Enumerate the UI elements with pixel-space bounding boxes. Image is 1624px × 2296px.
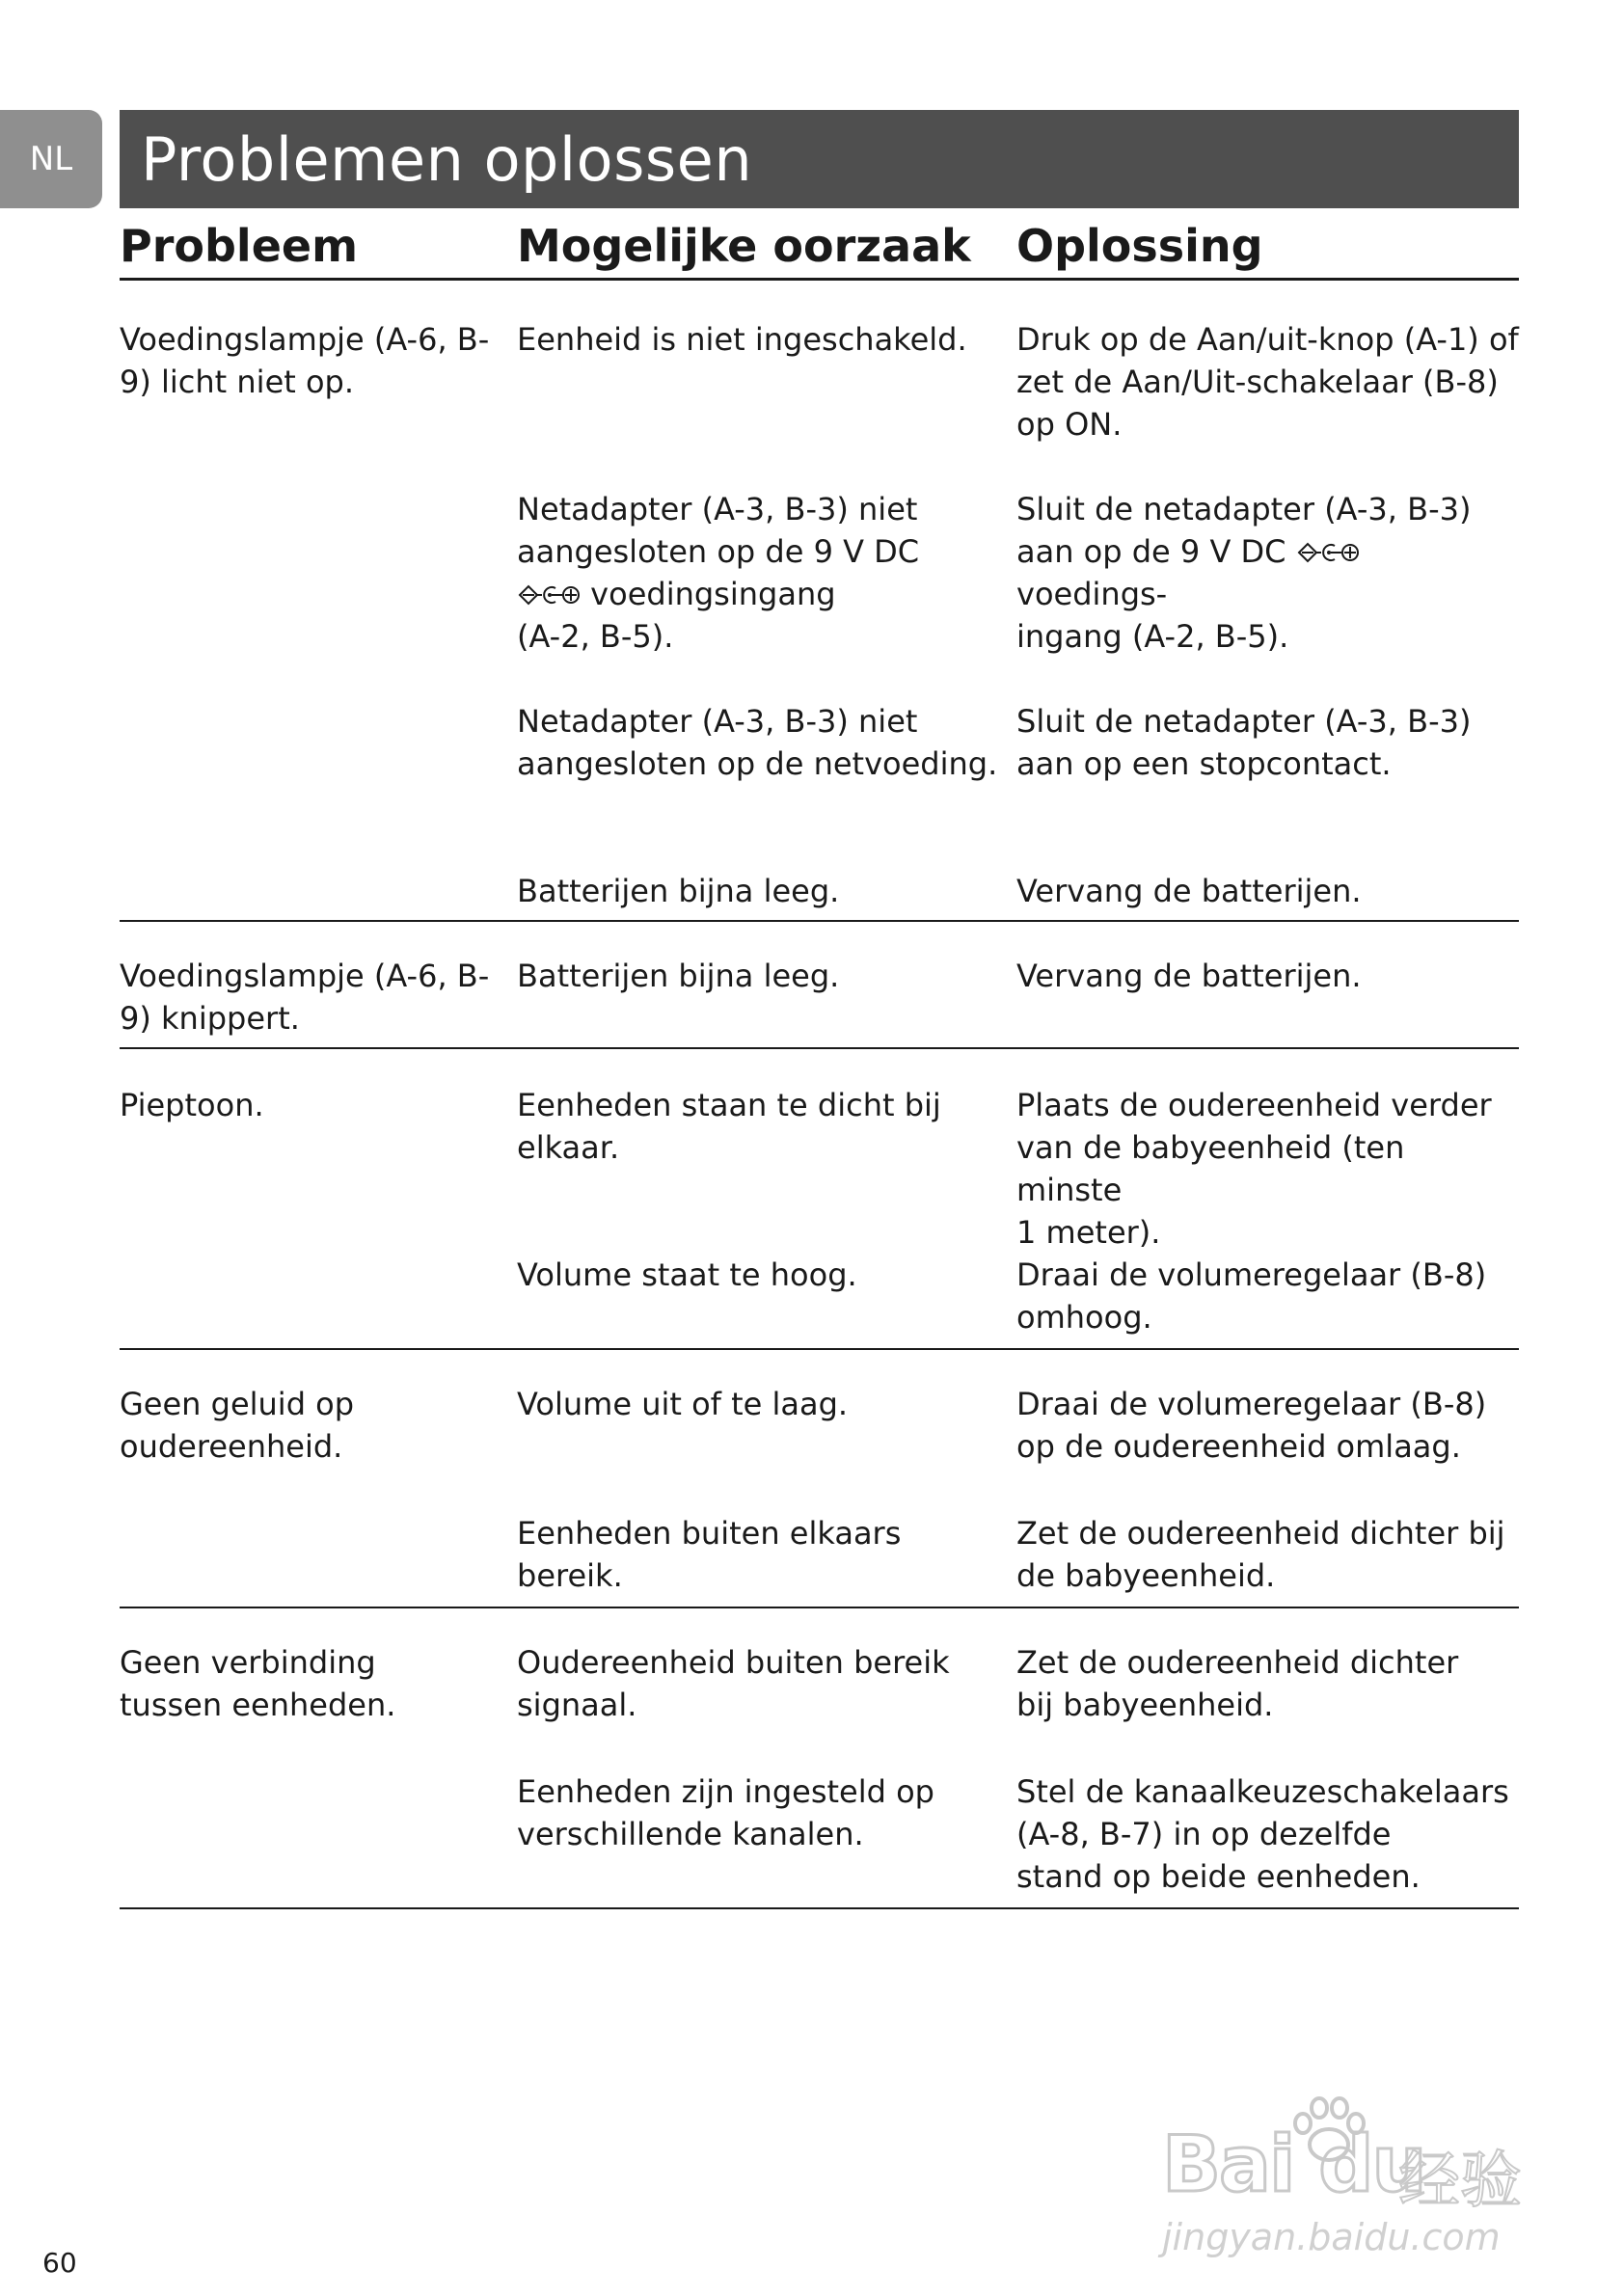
cause-cell: Volume staat te hoog.: [517, 1256, 857, 1293]
paw-icon: [1286, 2093, 1372, 2170]
solution-text: stand op beide eenheden.: [1016, 1858, 1421, 1895]
solution-cell: [1016, 1770, 1519, 1898]
cause-cell: Batterijen bijna leeg.: [517, 958, 840, 994]
cause-cell: [517, 488, 999, 658]
table-header: [120, 214, 1519, 281]
solution-cell: Sluit de netadapter (A-3, B-3) aan op een stopcontact.: [1016, 703, 1472, 782]
solution-text: voedings-: [1016, 576, 1168, 612]
cause-cell: Eenheden buiten elkaars bereik.: [517, 1515, 902, 1594]
problem-text: Geen verbinding: [120, 1644, 376, 1681]
solution-cell: [1016, 488, 1519, 658]
solution-cell: Vervang de batterijen.: [1016, 873, 1362, 909]
table-row: [120, 1641, 1519, 1734]
table-row: [120, 1254, 1519, 1350]
cause-cell: Batterijen bijna leeg.: [517, 873, 840, 909]
column-header-solution: Oplossing: [1016, 220, 1263, 272]
page-title: Problemen oplossen: [120, 110, 1519, 208]
dc-polarity-icon: [1296, 539, 1360, 566]
cause-text: (A-2, B-5).: [517, 618, 674, 655]
cause-cell: Eenheid is niet ingeschakeld.: [517, 321, 967, 358]
solution-cell: Draai de volumeregelaar (B-8) op de oudereenheid omlaag.: [1016, 1386, 1487, 1465]
table-row: [120, 1770, 1519, 1909]
problem-cell: Pieptoon.: [120, 1087, 264, 1123]
solution-cell: Draai de volumeregelaar (B-8) omhoog.: [1016, 1256, 1487, 1336]
page-number: 60: [42, 2247, 77, 2279]
cause-text: Netadapter (A-3, B-3) niet aangesloten op de 9 V DC: [517, 491, 920, 570]
problem-cell: Voedingslampje (A-6, B-9) licht niet op.: [120, 321, 490, 400]
problem-cell: Geen geluid op oudereenheid.: [120, 1386, 355, 1465]
solution-text: Plaats de oudereenheid verder van de babyeenheid (ten minste: [1016, 1087, 1492, 1208]
cause-cell: Volume uit of te laag.: [517, 1386, 849, 1422]
table-row: [120, 870, 1519, 922]
column-header-cause: Mogelijke oorzaak: [517, 220, 971, 272]
solution-text: (A-8, B-7) in op dezelfde: [1016, 1816, 1392, 1852]
column-header-problem: Probleem: [120, 220, 359, 272]
solution-text: bij babyeenheid.: [1016, 1687, 1274, 1723]
language-tab: NL: [0, 110, 102, 208]
table-row: [120, 318, 1519, 459]
solution-cell: Zet de oudereenheid dichter bij de babyeenheid.: [1016, 1515, 1505, 1594]
cause-text: voedingsingang: [590, 576, 836, 612]
solution-cell: Vervang de batterijen.: [1016, 958, 1362, 994]
problem-cell: Voedingslampje (A-6, B-9) knippert.: [120, 958, 490, 1037]
dc-polarity-icon: [517, 581, 581, 608]
solution-cell: [1016, 1084, 1519, 1254]
table-row: [120, 488, 1519, 658]
table-row: [120, 955, 1519, 1049]
cause-cell: Eenheden staan te dicht bij elkaar.: [517, 1087, 941, 1166]
problem-cell: [120, 1641, 505, 1726]
solution-cell: [1016, 1641, 1519, 1726]
cause-cell: Oudereenheid buiten bereik signaal.: [517, 1644, 950, 1723]
solution-text: Sluit de netadapter (A-3, B-3) aan op de 9 V DC: [1016, 491, 1472, 570]
table-row: [120, 1512, 1519, 1608]
table-row: [120, 1084, 1519, 1251]
solution-text: 1 meter).: [1016, 1214, 1161, 1251]
watermark: [1162, 2093, 1567, 2261]
watermark-chinese-text: 经验: [1398, 2146, 1522, 2217]
solution-cell: Druk op de Aan/uit-knop (A-1) of zet de Aan/Uit-schakelaar (B-8) op ON.: [1016, 321, 1519, 443]
solution-text: Stel de kanaalkeuzeschakelaars: [1016, 1773, 1509, 1810]
table-row: [120, 700, 1519, 827]
problem-text: tussen eenheden.: [120, 1687, 396, 1723]
cause-cell: Eenheden zijn ingesteld op verschillende kanalen.: [517, 1773, 934, 1852]
cause-cell: Netadapter (A-3, B-3) niet aangesloten op de netvoeding.: [517, 703, 998, 782]
watermark-logo-text: Bai du: [1162, 2120, 1425, 2209]
watermark-url: jingyan.baidu.com: [1162, 2216, 1501, 2258]
solution-text: ingang (A-2, B-5).: [1016, 618, 1289, 655]
solution-text: Zet de oudereenheid dichter: [1016, 1644, 1459, 1681]
table-row: [120, 1383, 1519, 1475]
